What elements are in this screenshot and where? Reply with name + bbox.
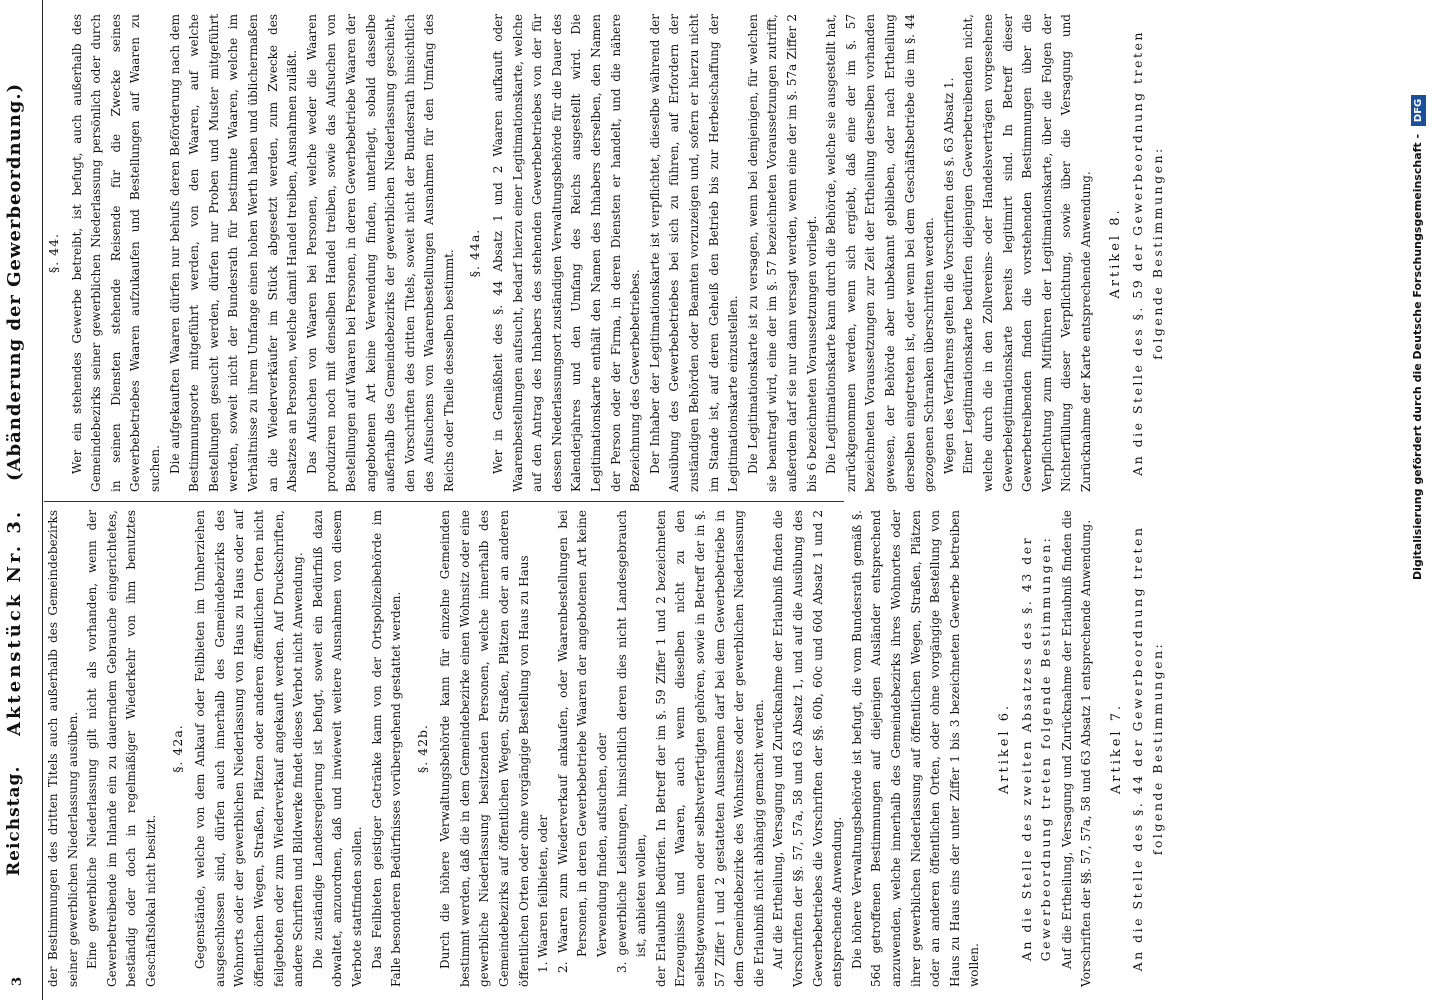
article-lead: An die Stelle des §. 59 der Gewerbeordnung treten folgende Bestimmungen: <box>1130 30 1165 476</box>
paragraph: Auf die Ertheilung, Versagung und Zurücknahme der Erlaubniß finden die Vorschriften der §§. 57, 57a, 58 und 63 Absatz 1 entsprechende Anwendung. <box>1059 510 1094 987</box>
paragraph: Das Feilbieten geistiger Getränke kann von der Ortspolizeibehörde im Falle besonderen Bedürfnisses vorübergehend gestattet werden. <box>369 510 404 987</box>
paragraph: Die höhere Verwaltungsbehörde ist befugt, die vom Bundesrath gemäß §. 56d getroffenen Bestimmungen auf diejenigen Ausländer entsprechend anzuwenden, welche innerhalb des Gemeindebezirks ihres Wohnortes oder ihrer gewerblichen Niederlassung auf öffentlichen Wegen, Straßen, Plätzen oder an anderen öffentlichen Orten, oder ohne vorgängige Bestellung von Haus zu Haus eins der unter Ziffer 1 bis 3 bezeichneten Gewerbe betreiben wollen. <box>849 510 982 987</box>
page-number: 3 <box>10 976 25 986</box>
article-lead: An die Stelle des §. 44 der Gewerbeordnung treten folgende Bestimmungen: <box>1130 525 1166 972</box>
banner-text: Digitalisierung gefördert durch die Deutsche Forschungsgemeinschaft - <box>1411 133 1424 580</box>
paragraph: Die aufgekauften Waaren dürfen nur behufs deren Beförderung nach dem Bestimmungsorte mitgeführt werden, von den Waaren, auf welche Bestellungen gesucht werden, dürfen nur Proben und Muster mitgeführt werden, soweit nicht der Bundesrath für bestimmte Waaren, welche im Verhältnisse zu ihrem Umfange einen hohen Werth haben und üblichermaßen an die Wiederverkäufer im Stück abgesetzt werden, zum Zwecke des Absatzes an Personen, welche damit Handel treiben, Ausnahmen zuläßt. <box>167 14 300 492</box>
paragraph: Eine gewerbliche Niederlassung gilt nicht als vorhanden, wenn der Gewerbetreibende im Inlande ein zu dauerndem Gebrauche eingerichtetes, beständig oder doch in regelmäßiger Wiederkehr von ihm benutztes Geschäftslokal nicht besitzt. <box>85 510 158 987</box>
article-heading: Artikel 7. <box>1108 702 1124 795</box>
header-right: (Abänderung der Gewerbeordnung.) <box>4 82 25 481</box>
paragraph: Wer ein stehendes Gewerbe betreibt, ist befugt, auch außerhalb des Gemeindebezirks seiner gewerblichen Niederlassung persönlich oder durch in seinen Diensten stehende Reisende für die Zwecke seines Gewerbebetriebes Waaren aufzukaufen und Bestellungen auf Waaren zu suchen. <box>69 14 162 492</box>
header-middle: Aktenstück Nr. 3. <box>4 508 25 736</box>
paragraph: Wer in Gemäßheit des §. 44 Absatz 1 und 2 Waaren aufkauft oder Waarenbestellungen aufsucht, bedarf hierzu einer Legitimationskarte, welche auf den Antrag des Inhabers des stehenden Gewerbebetriebes von der für dessen Niederlassungsort zuständigen Verwaltungsbehörde für die Dauer des Kalenderjahres und den Umfang des Reichs ausgestellt wird. Die Legitimationskarte enthält den Namen des Inhabers derselben, den Namen der Person oder der Firma, in deren Diensten er handelt, und die nähere Bezeichnung des Gewerbebetriebes. <box>491 14 643 492</box>
paragraph: Die zuständige Landesregierung ist befugt, soweit ein Bedürfniß dazu obwaltet, anzuordnen, daß und inwieweit weitere Ausnahmen von diesem Verbote stattfinden sollen. <box>310 510 364 987</box>
paragraph: Der Inhaber der Legitimationskarte ist verpflichtet, dieselbe während der Ausübung des Gewerbebetriebes bei sich zu führen, auf Erfordern der zuständigen Behörden oder Beamten vorzuzeigen und, sofern er hierzu nicht im Stande ist, auf deren Geheiß den Betrieb bis zur Herbeischaffung der Legitimationskarte einzustellen. <box>647 14 741 492</box>
article-lead: An die Stelle des zweiten Absatzes des §. 43 der Gewerbeordnung treten folgende Bestimmungen: <box>1018 535 1054 962</box>
left-column <box>44 510 1429 987</box>
dfg-logo-badge: DFG <box>1411 95 1426 126</box>
article-heading: Artikel 6. <box>996 702 1012 795</box>
header-rule <box>42 0 43 1000</box>
header-left: Reichstag. <box>4 765 24 876</box>
column-divider <box>44 501 844 502</box>
paragraph: Die Legitimationskarte ist zu versagen, wenn bei demjenigen, für welchen sie beantragt wird, eine der im §. 57 bezeichneten Voraussetzungen zutrifft, außerdem darf sie nur dann versagt werden, wenn eine der im §. 57a Ziffer 2 bis 6 bezeichneten Voraussetzungen vorliegt. <box>745 14 819 492</box>
paragraph: der Erlaubniß bedürfen. In Betreff der im §. 59 Ziffer 1 und 2 bezeichneten Erzeugnisse und Waaren, auch wenn dieselben nicht zu den selbstgewonnenen oder selbstverfertigten gehören, sowie in Betreff der in §. 57 Ziffer 1 und 2 gestatteten Ausnahmen darf bei dem Gewerbebetriebe in dem Gemeindebezirke des Wohnsitzes oder der gewerblichen Niederlassung die Erlaubniß nicht abhängig gemacht werden. <box>653 510 766 987</box>
list-item: 2. Waaren zum Wiederverkauf ankaufen, oder Waarenbestellungen bei Personen, in deren Gewerbebetriebe Waaren der angebotenen Art keine Verwendung finden, aufsuchen, oder <box>555 510 610 973</box>
paragraph: Einer Legitimationskarte bedürfen diejenigen Gewerbetreibenden nicht, welche durch die in den Zollvereins- oder Handelsverträgen vorgesehene Gewerbelegitimationskarte bereits legitimirt sind. In Betreff dieser Gewerbetreibenden finden die vorstehenden Bestimmungen über die Verpflichtung zum Mitführen der Legitimationskarte, über die Folgen der Nichterfüllung dieser Verpflichtung, sowie über die Versagung und Zurücknahme der Karte entsprechende Anwendung. <box>961 14 1093 492</box>
paragraph: Auf die Ertheilung, Versagung und Zurücknahme der Erlaubniß finden die Vorschriften der §§. 57, 57a, 58 und 63 Absatz 1, und auf die Ausübung des Gewerbebetriebes die Vorschriften der §§. 60b, 60c und 60d Absatz 1 und 2 entsprechende Anwendung. <box>771 510 845 987</box>
section-heading: §. 44a. <box>467 228 483 278</box>
list-item: 3. gewerbliche Leistungen, hinsichtlich deren dies nicht Landesgebrauch ist, anbieten wollen, <box>614 510 649 973</box>
paragraph: der Bestimmungen des dritten Titels auch außerhalb des Gemeindebezirks seiner gewerblichen Niederlassung ausüben. <box>46 510 80 987</box>
section-heading: §. 42b. <box>414 723 430 774</box>
list-item: 1. Waaren feilbieten, oder <box>536 814 551 973</box>
paragraph: Das Aufsuchen von Waaren bei Personen, welche weder die Waaren produziren noch mit denselben Handel treiben, sowie das Aufsuchen von Bestellungen auf Waaren bei Personen, in deren Gewerbebetriebe Waaren der angebotenen Art keine Verwendung finden, unterliegt, sobald dasselbe außerhalb des Gemeindebezirks der gewerblichen Niederlassung geschieht, den Vorschriften des dritten Titels, soweit nicht der Bundesrath hinsichtlich des Aufsuchens von Waarenbestellungen Ausnahmen für den Umfang des Reichs oder Theile desselben bestimmt. <box>304 14 456 492</box>
paragraph: Wegen des Verfahrens gelten die Vorschriften des §. 63 Absatz 1. <box>941 77 956 474</box>
article-heading: Artikel 8. <box>1108 207 1124 299</box>
paragraph: Die Legitimationskarte kann durch die Behörde, welche sie ausgestellt hat, zurückgenommen werden, wenn sich ergiebt, daß eine der im §. 57 bezeichneten Voraussetzungen zur Zeit der Ertheilung derselben vorhanden gewesen, der Behörde aber unbekannt geblieben, oder nach Ertheilung derselben eingetreten ist, oder wenn bei dem Geschäftsbetriebe die im §. 44 gezogenen Schranken überschritten werden. <box>824 14 937 492</box>
section-heading: §. 42a. <box>169 724 185 773</box>
paragraph: Gegenstände, welche von dem Ankauf oder Feilbieten im Umherziehen ausgeschlossen sind, dürfen auch innerhalb des Gemeindebezirks des Wohnorts oder der gewerblichen Niederlassung von Haus zu Haus oder auf öffentlichen Wegen, Straßen, Plätzen oder anderen öffentlichen Orten nicht feilgeboten oder zum Wiederverkauf angekauft werden. Auf Druckschriften, andere Schriften und Bildwerke findet dieses Verbot nicht Anwendung. <box>193 510 306 987</box>
right-column <box>44 14 1429 492</box>
paragraph: Durch die höhere Verwaltungsbehörde kann für einzelne Gemeinden bestimmt werden, daß die in dem Gemeindebezirke einen Wohnsitz oder eine gewerbliche Niederlassung besitzenden Personen, welche innerhalb des Gemeindebezirks auf öffentlichen Wegen, Straßen, Plätzen oder an anderen öffentlichen Orten oder ohne vorgängige Bestellung von Haus zu Haus <box>438 510 531 987</box>
digitization-banner <box>1405 0 1431 1000</box>
section-heading: §. 44. <box>46 232 61 274</box>
page-header <box>0 0 44 986</box>
